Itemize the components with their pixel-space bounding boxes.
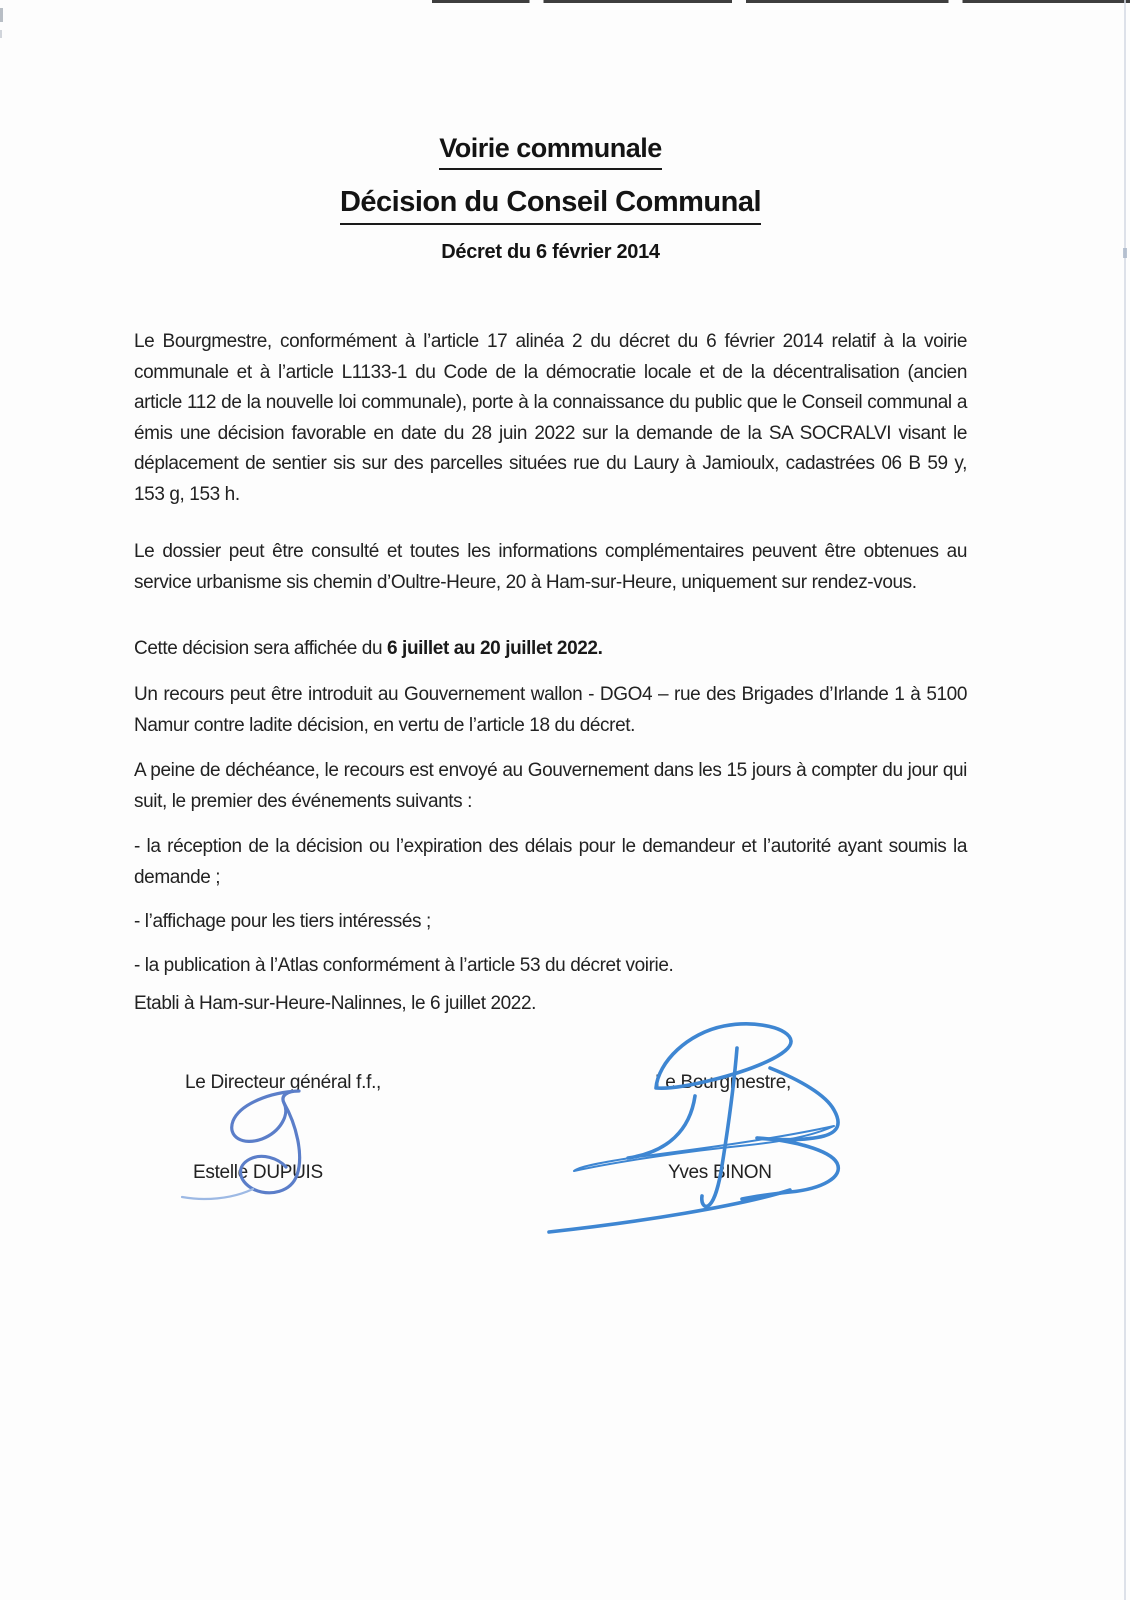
bullet-publication: - la publication à l’Atlas conformément à l’article 53 du décret voirie. <box>134 955 674 976</box>
paragraph-closing: Etabli à Ham-sur-Heure-Nalinnes, le 6 juillet 2022. <box>134 993 537 1014</box>
document-title-secondary-text: Décision du Conseil Communal <box>340 186 761 225</box>
paragraph-announcement: Le Bourgmestre, conformément à l’article 17 alinéa 2 du décret du 6 février 2014 relatif à la voirie communale et à l’article L1133-1 du Code de la démocratie locale et de la décentralisation (ancien article 112 de la nouvelle loi communale), porte à la connaissance du public que le Conseil communal a émis une décision favorable en date du 28 juin 2022 sur la demande de la SA SOCRALVI visant le déplacement de sentier sis sur des parcelles situées rue du Laury à Jamioulx, cadastrées 06 B 59 y, 153 g, 153 h. <box>134 331 967 505</box>
bullet-reception: - la réception de la décision ou l’expiration des délais pour le demandeur et l’autorité ayant soumis la demande ; <box>134 836 967 888</box>
scan-artifact-right-edge <box>1124 0 1126 1600</box>
paragraph-display-period-dates: 6 juillet au 20 juillet 2022. <box>387 638 603 659</box>
scan-artifact-top-edge <box>432 0 1130 3</box>
scan-artifact-corner-speck <box>0 30 2 38</box>
signature-ink-estelle-dupuis <box>165 1080 365 1210</box>
paragraph-appeal: Un recours peut être introduit au Gouvernement wallon - DGO4 – rue des Brigades d’Irlande 1 à 5100 Namur contre ladite décision, en vertu de l’article 18 du décret. <box>134 684 967 736</box>
paragraph-display-period <box>134 634 967 665</box>
signature-role-director: Le Directeur général f.f., <box>185 1072 382 1093</box>
paragraph-consultation: Le dossier peut être consulté et toutes les informations complémentaires peuvent être obtenues au service urbanisme sis chemin d’Oultre-Heure, 20 à Ham-sur-Heure, uniquement sur rendez-vous. <box>134 541 967 593</box>
document-title-primary <box>134 133 967 170</box>
paragraph-deadline: A peine de déchéance, le recours est envoyé au Gouvernement dans les 15 jours à compter du jour qui suit, le premier des événements suivants : <box>134 760 967 812</box>
document-title-secondary <box>134 186 967 225</box>
signature-ink-yves-binon <box>530 1000 920 1250</box>
document-decree-subtitle: Décret du 6 février 2014 <box>441 241 660 263</box>
paragraph-display-period-prefix: Cette décision sera affichée du <box>134 638 388 659</box>
signature-role-bourgmestre: Le Bourgmestre, <box>655 1072 791 1093</box>
scan-artifact-right-edge-tick <box>1123 248 1127 258</box>
bullet-affichage: - l’affichage pour les tiers intéressés ; <box>134 911 431 932</box>
signature-name-estelle-dupuis: Estelle DUPUIS <box>193 1162 323 1183</box>
scan-artifact-corner-speck <box>0 8 3 22</box>
signature-name-yves-binon: Yves BINON <box>668 1162 772 1183</box>
document-title-primary-text: Voirie communale <box>439 133 662 170</box>
